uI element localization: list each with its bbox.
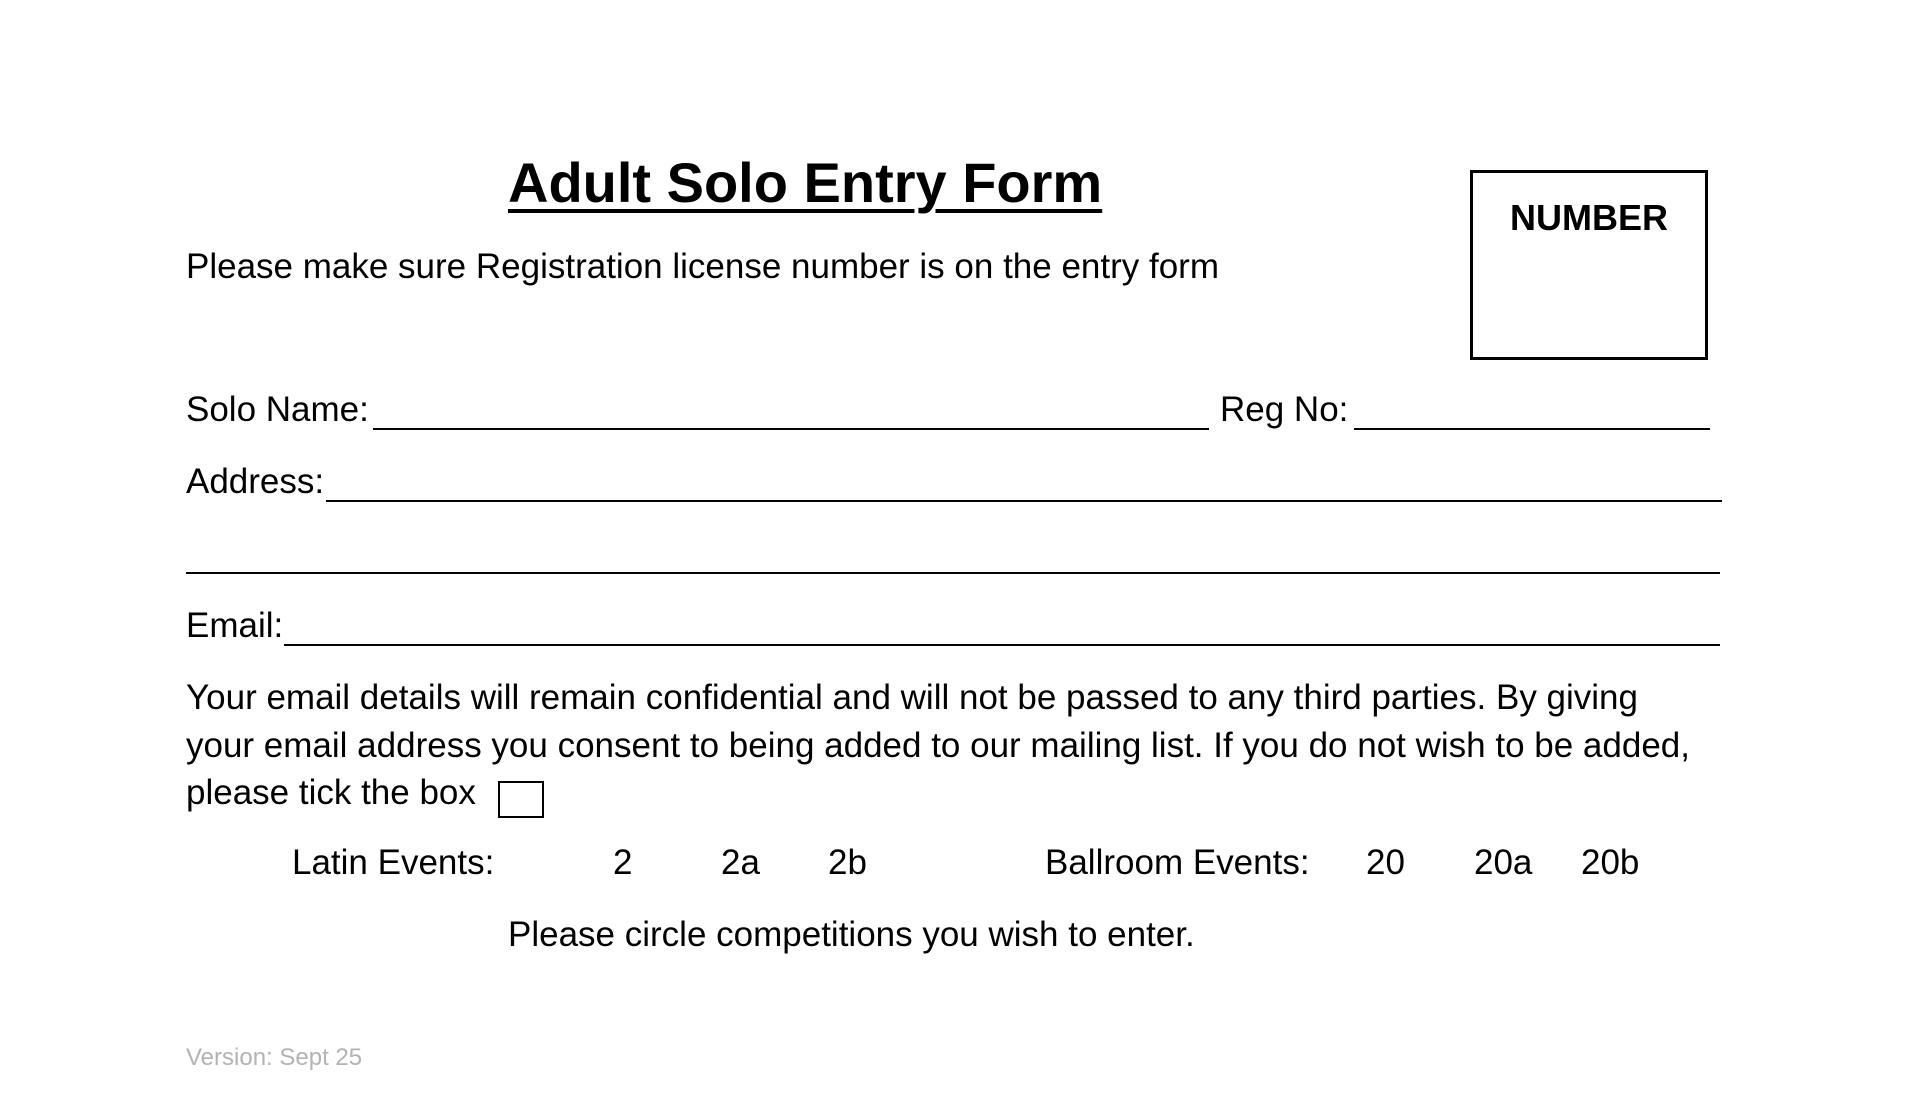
- solo-name-field[interactable]: [373, 428, 1209, 430]
- email-field[interactable]: [284, 644, 1720, 646]
- consent-line-1: Your email details will remain confidential and will not be passed to any third parties. By giving: [186, 678, 1638, 717]
- address-field-line-2[interactable]: [186, 572, 1720, 574]
- address-label: Address:: [186, 462, 325, 501]
- reg-no-label: Reg No:: [1220, 390, 1349, 429]
- consent-line-3: please tick the box: [186, 773, 476, 812]
- ballroom-event-option[interactable]: 20b: [1581, 843, 1640, 882]
- consent-paragraph: [186, 674, 1746, 818]
- latin-event-option[interactable]: 2b: [828, 843, 867, 882]
- form-title: Adult Solo Entry Form: [508, 151, 1103, 214]
- number-box[interactable]: [1470, 170, 1708, 360]
- number-box-label: NUMBER: [1510, 197, 1668, 238]
- latin-events-label: Latin Events:: [292, 843, 495, 882]
- registration-reminder: Please make sure Registration license number is on the entry form: [186, 247, 1219, 286]
- solo-name-label: Solo Name:: [186, 390, 369, 429]
- version-note: Version: Sept 25: [186, 1044, 363, 1071]
- circle-instruction: Please circle competitions you wish to enter.: [508, 915, 1195, 954]
- reg-no-field[interactable]: [1354, 428, 1710, 430]
- ballroom-event-option[interactable]: 20a: [1474, 843, 1533, 882]
- ballroom-event-option[interactable]: 20: [1366, 843, 1405, 882]
- ballroom-events-label: Ballroom Events:: [1045, 843, 1310, 882]
- address-field-line-1[interactable]: [326, 500, 1722, 502]
- opt-out-checkbox[interactable]: [498, 781, 544, 818]
- latin-event-option[interactable]: 2a: [721, 843, 760, 882]
- consent-line-2: your email address you consent to being added to our mailing list. If you do not wish to be added,: [186, 725, 1690, 765]
- email-label: Email:: [186, 606, 284, 645]
- latin-event-option[interactable]: 2: [613, 843, 633, 882]
